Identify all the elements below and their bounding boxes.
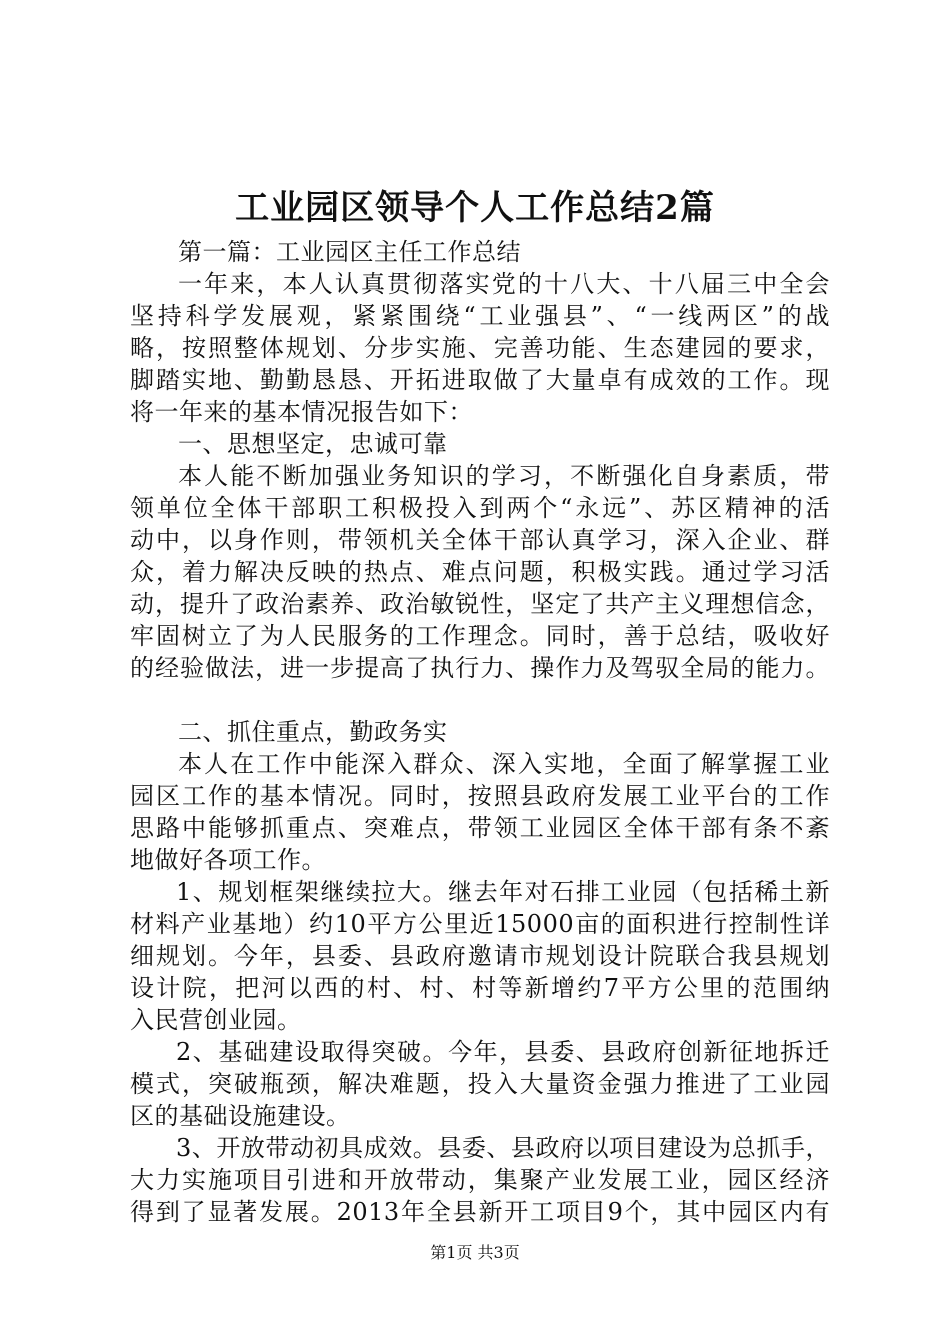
paragraph-line: 动，提升了政治素养、政治敏锐性，坚定了共产主义理想信念， [130,590,830,618]
paragraph-line: 材料产业基地）约10平方公里近15000亩的面积进行控制性详 [130,910,830,938]
paragraph-line: 模式，突破瓶颈，解决难题，投入大量资金强力推进了工业园 [130,1070,830,1098]
blank-line [130,684,830,716]
paragraph-line: 1、规划框架继续拉大。继去年对石排工业园（包括稀土新 [176,878,830,906]
paragraph-line: 领单位全体干部职工积极投入到两个“永远”、苏区精神的活 [130,494,830,522]
paragraph-line: 地做好各项工作。 [130,846,326,874]
paragraph-line: 的经验做法，进一步提高了执行力、操作力及驾驭全局的能力。 [130,654,830,682]
paragraph-line: 本人在工作中能深入群众、深入实地，全面了解掌握工业 [178,750,830,778]
paragraph-line: 本人能不断加强业务知识的学习，不断强化自身素质，带 [178,462,830,490]
paragraph-line: 坚持科学发展观，紧紧围绕“工业强县”、“一线两区”的战 [130,302,830,330]
paragraph-line: 牢固树立了为人民服务的工作理念。同时，善于总结，吸收好 [130,622,830,650]
document-title: 工业园区领导个人工作总结2篇 [235,188,715,228]
page-footer [0,1242,950,1264]
paragraph-line: 大力实施项目引进和开放带动，集聚产业发展工业，园区经济 [130,1166,830,1194]
paragraph-line: 细规划。今年，县委、县政府邀请市规划设计院联合我县规划 [130,942,830,970]
section-heading-part-one: 第一篇：工业园区主任工作总结 [178,238,521,266]
paragraph-line: 众，着力解决反映的热点、难点问题，积极实践。通过学习活 [130,558,830,586]
paragraph-line: 3、开放带动初具成效。县委、县政府以项目建设为总抓手， [176,1134,830,1162]
paragraph-line: 略，按照整体规划、分步实施、完善功能、生态建园的要求， [130,334,830,362]
paragraph-line: 设计院，把河以西的村、村、村等新增约7平方公里的范围纳 [130,974,830,1002]
paragraph-line: 动中，以身作则，带领机关全体干部认真学习，深入企业、群 [130,526,830,554]
subsection-heading: 二、抓住重点，勤政务实 [178,718,448,746]
document-body [130,236,830,1228]
page-indicator: 第1页 共3页 [430,1243,520,1262]
subsection-heading: 一、思想坚定，忠诚可靠 [178,430,448,458]
paragraph-line: 一年来，本人认真贯彻落实党的十八大、十八届三中全会 [178,270,830,298]
paragraph-line: 脚踏实地、勤勤恳恳、开拓进取做了大量卓有成效的工作。现 [130,366,830,394]
paragraph-line: 将一年来的基本情况报告如下： [130,398,473,426]
paragraph-line: 区的基础设施建设。 [130,1102,351,1130]
paragraph-line: 得到了显著发展。2013年全县新开工项目9个，其中园区内有 [130,1198,830,1226]
paragraph-line: 2、基础建设取得突破。今年，县委、县政府创新征地拆迁 [176,1038,830,1066]
paragraph-line: 园区工作的基本情况。同时，按照县政府发展工业平台的工作 [130,782,830,810]
paragraph-line: 入民营创业园。 [130,1006,302,1034]
paragraph-line: 思路中能够抓重点、突难点，带领工业园区全体干部有条不紊 [130,814,830,842]
